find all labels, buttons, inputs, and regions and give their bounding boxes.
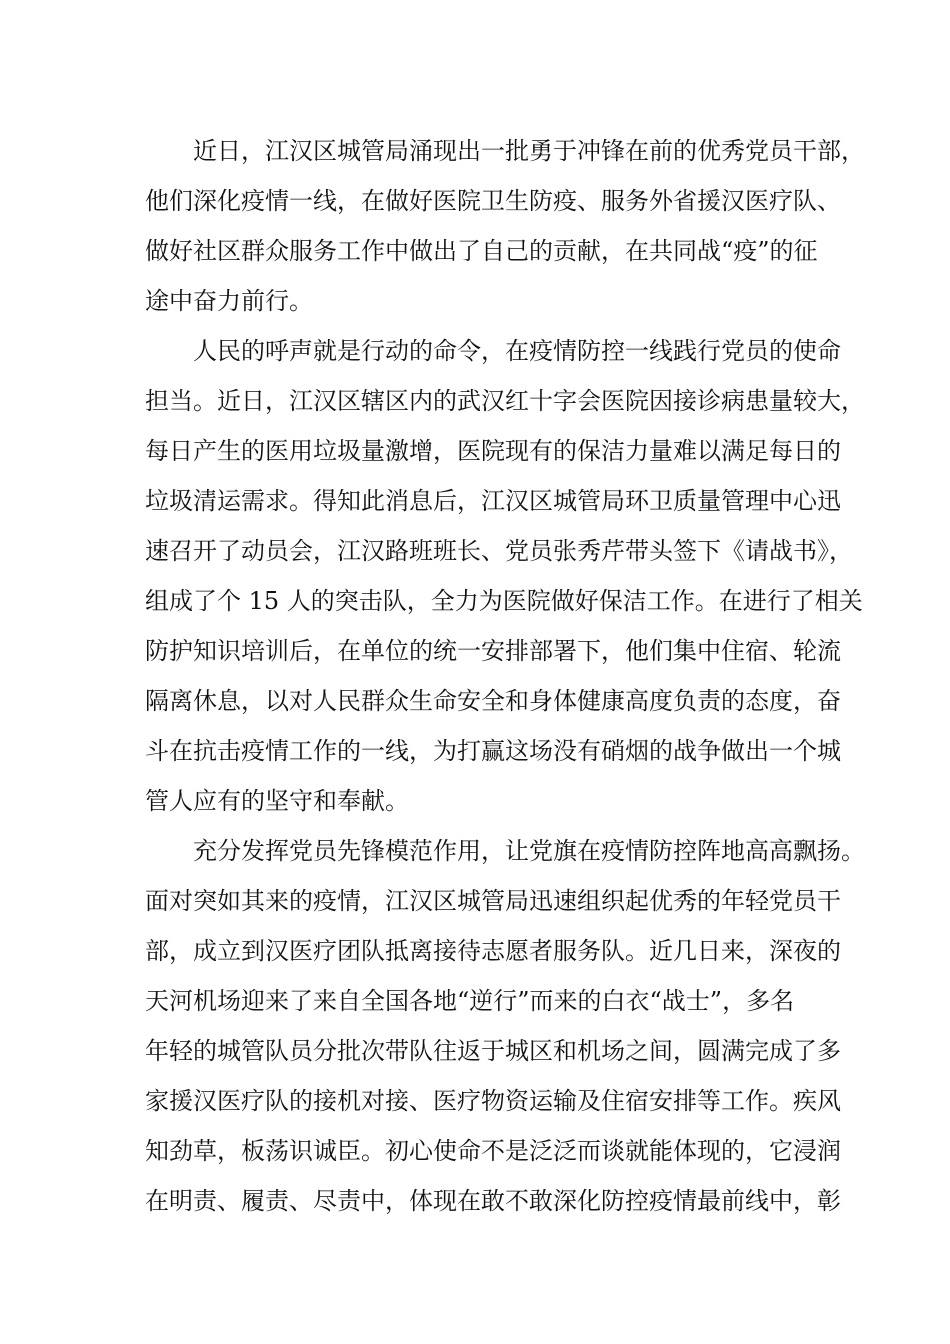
paragraph-3 xyxy=(145,826,865,1226)
text-line: 防护知识培训后，在单位的统一安排部署下，他们集中住宿、轮流 xyxy=(145,637,841,665)
text-line: 家援汉医疗队的接机对接、医疗物资运输及住宿安排等工作。疾风 xyxy=(145,1087,841,1115)
text-line: 速召开了动员会，江汉路班班长、党员张秀芹带头签下《请战书》， xyxy=(145,537,853,565)
text-line: 近日，江汉区城管局涌现出一批勇于冲锋在前的优秀党员干部， xyxy=(193,137,865,165)
text-line: 组成了个 15 人的突击队，全力为医院做好保洁工作。在进行了相关 xyxy=(145,587,863,615)
text-line: 斗在抗击疫情工作的一线，为打赢这场没有硝烟的战争做出一个城 xyxy=(145,737,841,765)
text-line: 年轻的城管队员分批次带队往返于城区和机场之间，圆满完成了多 xyxy=(145,1037,841,1065)
text-line: 做好社区群众服务工作中做出了自己的贡献，在共同战“疫”的征 xyxy=(145,237,818,265)
text-line: 管人应有的坚守和奉献。 xyxy=(145,787,409,815)
text-line: 担当。近日，江汉区辖区内的武汉红十字会医院因接诊病患量较大， xyxy=(145,387,865,415)
paragraph-1 xyxy=(145,126,865,326)
text-line: 隔离休息，以对人民群众生命安全和身体健康高度负责的态度，奋 xyxy=(145,687,841,715)
text-line: 部，成立到汉医疗团队抵离接待志愿者服务队。近几日来，深夜的 xyxy=(145,937,841,965)
text-line: 天河机场迎来了来自全国各地“逆行”而来的白衣“战士”，多名 xyxy=(145,987,795,1015)
text-line: 垃圾清运需求。得知此消息后，江汉区城管局环卫质量管理中心迅 xyxy=(145,487,841,515)
text-line: 每日产生的医用垃圾量激增，医院现有的保洁力量难以满足每日的 xyxy=(145,437,841,465)
text-line: 途中奋力前行。 xyxy=(145,287,313,315)
text-line: 在明责、履责、尽责中，体现在敢不敢深化防控疫情最前线中，彰 xyxy=(145,1187,841,1215)
paragraph-2 xyxy=(145,326,865,826)
text-line: 他们深化疫情一线，在做好医院卫生防疫、服务外省援汉医疗队、 xyxy=(145,187,841,215)
text-line: 知劲草，板荡识诚臣。初心使命不是泛泛而谈就能体现的，它浸润 xyxy=(145,1137,841,1165)
text-line: 人民的呼声就是行动的命令，在疫情防控一线践行党员的使命 xyxy=(193,337,841,365)
body-text xyxy=(145,126,865,1226)
text-line: 面对突如其来的疫情，江汉区城管局迅速组织起优秀的年轻党员干 xyxy=(145,887,841,915)
text-line: 充分发挥党员先锋模范作用，让党旗在疫情防控阵地高高飘扬。 xyxy=(193,837,865,865)
